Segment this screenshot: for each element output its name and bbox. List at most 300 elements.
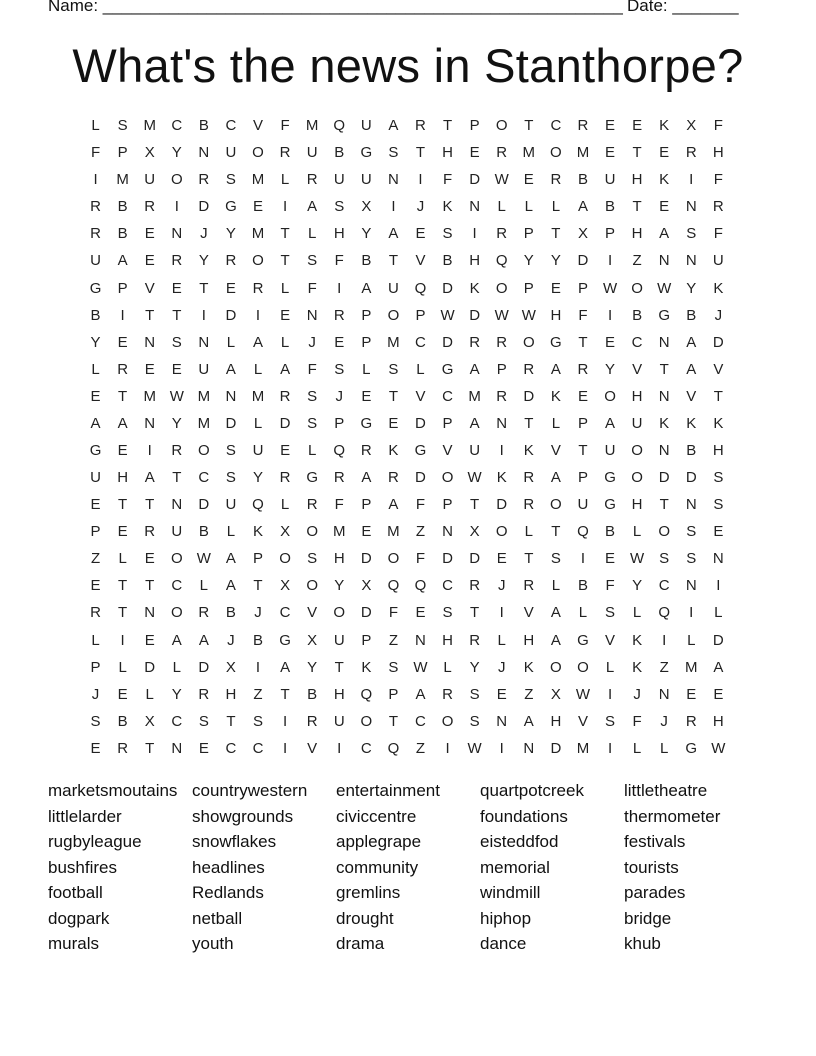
- grid-letter[interactable]: E: [713, 685, 724, 703]
- grid-letter[interactable]: N: [144, 604, 156, 622]
- grid-letter[interactable]: C: [631, 333, 643, 351]
- grid-letter[interactable]: L: [605, 658, 615, 676]
- grid-letter[interactable]: U: [333, 712, 345, 730]
- grid-letter[interactable]: L: [524, 523, 533, 541]
- grid-letter[interactable]: L: [632, 523, 642, 541]
- grid-letter[interactable]: H: [631, 225, 643, 243]
- grid-letter[interactable]: I: [499, 739, 504, 757]
- grid-letter[interactable]: O: [631, 441, 643, 459]
- grid-letter[interactable]: M: [251, 225, 265, 243]
- grid-letter[interactable]: S: [686, 523, 697, 541]
- grid-letter[interactable]: N: [685, 496, 697, 514]
- grid-letter[interactable]: R: [360, 441, 372, 459]
- grid-letter[interactable]: U: [252, 441, 264, 459]
- grid-letter[interactable]: S: [713, 496, 724, 514]
- grid-letter[interactable]: L: [660, 739, 669, 757]
- grid-letter[interactable]: I: [337, 279, 342, 297]
- grid-letter[interactable]: G: [550, 333, 562, 351]
- grid-letter[interactable]: X: [550, 685, 561, 703]
- grid-letter[interactable]: B: [117, 712, 128, 730]
- word-search-grid[interactable]: [82, 112, 732, 762]
- grid-letter[interactable]: F: [307, 279, 317, 297]
- grid-letter[interactable]: A: [469, 414, 480, 432]
- grid-letter[interactable]: R: [415, 117, 426, 135]
- grid-letter[interactable]: I: [201, 306, 206, 324]
- grid-letter[interactable]: Y: [171, 144, 182, 162]
- grid-letter[interactable]: A: [198, 631, 209, 649]
- grid-letter[interactable]: N: [658, 685, 670, 703]
- grid-letter[interactable]: L: [632, 739, 642, 757]
- grid-letter[interactable]: T: [524, 414, 534, 432]
- grid-letter[interactable]: D: [550, 739, 562, 757]
- grid-letter[interactable]: E: [523, 171, 534, 189]
- grid-letter[interactable]: H: [712, 441, 724, 459]
- grid-letter[interactable]: T: [578, 333, 588, 351]
- grid-letter[interactable]: E: [605, 117, 616, 135]
- grid-letter[interactable]: C: [171, 117, 183, 135]
- grid-letter[interactable]: E: [605, 144, 616, 162]
- grid-letter[interactable]: N: [387, 171, 399, 189]
- grid-letter[interactable]: G: [685, 739, 698, 757]
- grid-letter[interactable]: B: [577, 577, 588, 595]
- grid-letter[interactable]: V: [605, 631, 616, 649]
- grid-letter[interactable]: W: [602, 279, 618, 297]
- grid-letter[interactable]: A: [307, 198, 318, 216]
- grid-letter[interactable]: I: [580, 550, 586, 568]
- grid-letter[interactable]: Y: [686, 279, 697, 297]
- grid-letter[interactable]: H: [523, 631, 535, 649]
- grid-letter[interactable]: F: [605, 577, 615, 595]
- grid-letter[interactable]: T: [145, 306, 155, 324]
- grid-letter[interactable]: T: [280, 685, 290, 703]
- grid-letter[interactable]: T: [632, 198, 642, 216]
- grid-letter[interactable]: O: [658, 523, 671, 541]
- grid-letter[interactable]: R: [198, 685, 210, 703]
- grid-letter[interactable]: E: [117, 333, 128, 351]
- grid-letter[interactable]: E: [144, 550, 155, 568]
- grid-letter[interactable]: U: [198, 360, 210, 378]
- grid-letter[interactable]: M: [522, 144, 536, 162]
- grid-letter[interactable]: H: [333, 685, 345, 703]
- grid-letter[interactable]: Q: [577, 523, 589, 541]
- grid-letter[interactable]: V: [713, 360, 724, 378]
- grid-letter[interactable]: S: [659, 550, 670, 568]
- grid-letter[interactable]: F: [334, 252, 344, 270]
- grid-letter[interactable]: D: [225, 306, 237, 324]
- grid-letter[interactable]: U: [171, 523, 183, 541]
- grid-letter[interactable]: X: [225, 658, 236, 676]
- grid-letter[interactable]: O: [495, 523, 508, 541]
- grid-letter[interactable]: E: [388, 414, 399, 432]
- grid-letter[interactable]: M: [468, 387, 481, 405]
- grid-letter[interactable]: O: [198, 441, 210, 459]
- grid-letter[interactable]: N: [171, 739, 183, 757]
- grid-letter[interactable]: P: [605, 225, 616, 243]
- grid-letter[interactable]: I: [93, 171, 98, 189]
- grid-letter[interactable]: B: [198, 117, 209, 135]
- grid-letter[interactable]: T: [388, 712, 398, 730]
- grid-letter[interactable]: C: [252, 739, 264, 757]
- grid-letter[interactable]: R: [550, 171, 562, 189]
- grid-letter[interactable]: D: [469, 550, 481, 568]
- grid-letter[interactable]: L: [551, 198, 561, 216]
- grid-letter[interactable]: E: [632, 117, 643, 135]
- grid-letter[interactable]: A: [686, 333, 697, 351]
- grid-letter[interactable]: F: [334, 496, 344, 514]
- grid-letter[interactable]: T: [659, 496, 669, 514]
- grid-letter[interactable]: F: [307, 360, 317, 378]
- grid-letter[interactable]: P: [334, 414, 345, 432]
- grid-letter[interactable]: B: [225, 604, 236, 622]
- grid-letter[interactable]: I: [689, 604, 694, 622]
- grid-letter[interactable]: X: [686, 117, 697, 135]
- grid-letter[interactable]: A: [280, 360, 291, 378]
- grid-letter[interactable]: C: [225, 739, 237, 757]
- grid-letter[interactable]: H: [442, 631, 453, 649]
- grid-letter[interactable]: S: [198, 712, 209, 730]
- grid-letter[interactable]: T: [659, 360, 669, 378]
- grid-letter[interactable]: H: [712, 712, 724, 730]
- grid-letter[interactable]: S: [686, 225, 697, 243]
- grid-letter[interactable]: A: [550, 360, 561, 378]
- grid-letter[interactable]: B: [577, 171, 588, 189]
- grid-letter[interactable]: E: [496, 685, 507, 703]
- grid-letter[interactable]: D: [469, 171, 481, 189]
- grid-letter[interactable]: R: [469, 577, 481, 595]
- grid-letter[interactable]: R: [171, 441, 183, 459]
- grid-letter[interactable]: E: [469, 144, 480, 162]
- grid-letter[interactable]: Q: [333, 441, 346, 459]
- grid-letter[interactable]: Z: [388, 631, 398, 649]
- grid-letter[interactable]: B: [632, 306, 643, 324]
- grid-letter[interactable]: A: [550, 469, 561, 487]
- grid-letter[interactable]: R: [198, 604, 210, 622]
- grid-letter[interactable]: P: [117, 144, 128, 162]
- grid-letter[interactable]: R: [252, 279, 264, 297]
- grid-letter[interactable]: I: [418, 171, 423, 189]
- grid-letter[interactable]: V: [577, 712, 588, 730]
- grid-letter[interactable]: Y: [198, 252, 209, 270]
- grid-letter[interactable]: C: [442, 577, 453, 595]
- grid-letter[interactable]: B: [442, 252, 453, 270]
- grid-letter[interactable]: T: [172, 306, 182, 324]
- grid-letter[interactable]: Q: [495, 252, 508, 270]
- grid-letter[interactable]: H: [631, 387, 643, 405]
- grid-letter[interactable]: R: [685, 144, 697, 162]
- grid-letter[interactable]: S: [225, 171, 236, 189]
- grid-letter[interactable]: L: [118, 658, 127, 676]
- grid-letter[interactable]: R: [712, 198, 724, 216]
- grid-letter[interactable]: A: [577, 198, 588, 216]
- grid-letter[interactable]: I: [607, 685, 613, 703]
- grid-letter[interactable]: L: [551, 577, 561, 595]
- grid-letter[interactable]: T: [145, 496, 155, 514]
- grid-letter[interactable]: S: [469, 685, 480, 703]
- grid-letter[interactable]: J: [497, 658, 506, 676]
- grid-letter[interactable]: T: [713, 387, 723, 405]
- grid-letter[interactable]: S: [713, 469, 724, 487]
- grid-letter[interactable]: U: [577, 496, 589, 514]
- grid-letter[interactable]: H: [333, 225, 345, 243]
- grid-letter[interactable]: I: [607, 306, 613, 324]
- grid-letter[interactable]: E: [144, 252, 155, 270]
- grid-letter[interactable]: L: [687, 631, 696, 649]
- grid-letter[interactable]: T: [145, 739, 155, 757]
- grid-letter[interactable]: E: [713, 523, 724, 541]
- grid-letter[interactable]: C: [415, 712, 426, 730]
- grid-letter[interactable]: D: [442, 333, 453, 351]
- grid-letter[interactable]: Y: [605, 360, 616, 378]
- grid-letter[interactable]: I: [283, 198, 288, 216]
- grid-letter[interactable]: S: [117, 117, 128, 135]
- grid-letter[interactable]: U: [225, 144, 237, 162]
- grid-letter[interactable]: B: [117, 198, 128, 216]
- grid-letter[interactable]: F: [90, 144, 101, 162]
- grid-letter[interactable]: F: [415, 550, 426, 568]
- grid-letter[interactable]: R: [333, 306, 345, 324]
- grid-letter[interactable]: I: [689, 171, 694, 189]
- grid-letter[interactable]: Q: [387, 739, 400, 757]
- grid-letter[interactable]: P: [415, 306, 426, 324]
- grid-letter[interactable]: J: [308, 333, 316, 351]
- grid-letter[interactable]: M: [305, 117, 319, 135]
- grid-letter[interactable]: E: [117, 685, 128, 703]
- grid-letter[interactable]: P: [523, 279, 534, 297]
- grid-letter[interactable]: P: [577, 469, 588, 487]
- grid-letter[interactable]: G: [604, 469, 616, 487]
- grid-letter[interactable]: C: [171, 577, 183, 595]
- grid-letter[interactable]: R: [306, 496, 318, 514]
- grid-letter[interactable]: N: [712, 550, 724, 568]
- grid-letter[interactable]: E: [280, 306, 291, 324]
- grid-letter[interactable]: O: [170, 550, 183, 568]
- grid-letter[interactable]: T: [253, 577, 263, 595]
- grid-letter[interactable]: O: [441, 469, 454, 487]
- grid-letter[interactable]: Z: [253, 685, 263, 703]
- grid-letter[interactable]: O: [387, 306, 400, 324]
- grid-letter[interactable]: P: [90, 523, 101, 541]
- grid-letter[interactable]: S: [686, 550, 697, 568]
- grid-letter[interactable]: R: [90, 604, 101, 622]
- grid-letter[interactable]: B: [605, 523, 616, 541]
- grid-letter[interactable]: K: [361, 658, 372, 676]
- grid-letter[interactable]: S: [225, 441, 236, 459]
- grid-letter[interactable]: X: [144, 144, 155, 162]
- grid-letter[interactable]: N: [685, 577, 697, 595]
- grid-letter[interactable]: A: [280, 658, 291, 676]
- grid-letter[interactable]: A: [388, 225, 399, 243]
- grid-letter[interactable]: V: [632, 360, 643, 378]
- grid-letter[interactable]: D: [415, 469, 426, 487]
- grid-letter[interactable]: W: [440, 306, 455, 324]
- grid-letter[interactable]: Q: [414, 577, 427, 595]
- grid-letter[interactable]: E: [198, 739, 209, 757]
- grid-letter[interactable]: S: [307, 414, 318, 432]
- grid-letter[interactable]: U: [144, 171, 156, 189]
- grid-letter[interactable]: P: [442, 496, 453, 514]
- grid-letter[interactable]: D: [712, 333, 724, 351]
- grid-letter[interactable]: L: [497, 631, 506, 649]
- grid-letter[interactable]: I: [255, 658, 261, 676]
- grid-letter[interactable]: S: [605, 712, 616, 730]
- grid-letter[interactable]: G: [225, 198, 237, 216]
- grid-letter[interactable]: L: [362, 360, 371, 378]
- grid-letter[interactable]: B: [198, 523, 209, 541]
- grid-letter[interactable]: E: [253, 198, 264, 216]
- grid-letter[interactable]: V: [523, 604, 534, 622]
- grid-letter[interactable]: I: [120, 631, 125, 649]
- grid-letter[interactable]: O: [360, 712, 373, 730]
- grid-letter[interactable]: L: [91, 631, 100, 649]
- grid-letter[interactable]: U: [469, 441, 481, 459]
- grid-letter[interactable]: O: [495, 279, 508, 297]
- grid-letter[interactable]: W: [196, 550, 211, 568]
- grid-letter[interactable]: E: [171, 360, 182, 378]
- grid-letter[interactable]: W: [413, 658, 428, 676]
- grid-letter[interactable]: M: [576, 144, 590, 162]
- grid-letter[interactable]: G: [279, 631, 291, 649]
- grid-letter[interactable]: J: [227, 631, 235, 649]
- grid-letter[interactable]: I: [472, 225, 477, 243]
- grid-letter[interactable]: D: [144, 658, 156, 676]
- grid-letter[interactable]: Y: [225, 225, 236, 243]
- grid-letter[interactable]: I: [607, 739, 613, 757]
- grid-letter[interactable]: G: [441, 360, 454, 378]
- grid-letter[interactable]: C: [279, 604, 291, 622]
- grid-letter[interactable]: I: [391, 198, 396, 216]
- grid-letter[interactable]: U: [333, 631, 345, 649]
- grid-letter[interactable]: O: [441, 712, 454, 730]
- grid-letter[interactable]: U: [360, 171, 372, 189]
- grid-letter[interactable]: W: [467, 469, 482, 487]
- grid-letter[interactable]: L: [632, 604, 642, 622]
- grid-letter[interactable]: T: [632, 144, 642, 162]
- grid-letter[interactable]: L: [199, 577, 209, 595]
- grid-letter[interactable]: M: [143, 117, 156, 135]
- grid-letter[interactable]: P: [90, 658, 101, 676]
- grid-letter[interactable]: R: [577, 360, 589, 378]
- grid-letter[interactable]: V: [307, 604, 318, 622]
- grid-letter[interactable]: H: [712, 144, 724, 162]
- grid-letter[interactable]: E: [171, 279, 182, 297]
- grid-letter[interactable]: N: [442, 523, 453, 541]
- grid-letter[interactable]: R: [198, 171, 210, 189]
- grid-letter[interactable]: Y: [334, 577, 345, 595]
- grid-letter[interactable]: F: [415, 496, 426, 514]
- grid-letter[interactable]: N: [658, 252, 670, 270]
- grid-letter[interactable]: E: [361, 523, 372, 541]
- grid-letter[interactable]: G: [414, 441, 427, 459]
- grid-letter[interactable]: M: [251, 387, 265, 405]
- grid-letter[interactable]: H: [631, 496, 643, 514]
- grid-letter[interactable]: H: [631, 171, 643, 189]
- date-field-label[interactable]: Date: _______: [627, 0, 739, 15]
- grid-letter[interactable]: N: [658, 441, 670, 459]
- grid-letter[interactable]: Z: [659, 658, 669, 676]
- grid-letter[interactable]: J: [416, 198, 425, 216]
- grid-letter[interactable]: E: [605, 550, 616, 568]
- grid-letter[interactable]: L: [145, 685, 154, 703]
- grid-letter[interactable]: T: [578, 441, 588, 459]
- grid-letter[interactable]: K: [388, 441, 399, 459]
- grid-letter[interactable]: V: [253, 117, 264, 135]
- grid-letter[interactable]: T: [470, 496, 480, 514]
- grid-letter[interactable]: O: [279, 550, 291, 568]
- grid-letter[interactable]: Y: [171, 414, 182, 432]
- grid-letter[interactable]: R: [496, 333, 508, 351]
- grid-letter[interactable]: W: [169, 387, 184, 405]
- grid-letter[interactable]: A: [171, 631, 182, 649]
- grid-letter[interactable]: B: [334, 144, 345, 162]
- grid-letter[interactable]: L: [118, 550, 127, 568]
- grid-letter[interactable]: Y: [632, 577, 643, 595]
- grid-letter[interactable]: N: [658, 333, 670, 351]
- grid-letter[interactable]: L: [307, 441, 317, 459]
- grid-letter[interactable]: Z: [524, 685, 534, 703]
- grid-letter[interactable]: M: [387, 523, 400, 541]
- grid-letter[interactable]: W: [494, 171, 509, 189]
- grid-letter[interactable]: Y: [90, 333, 101, 351]
- grid-letter[interactable]: D: [360, 550, 372, 568]
- grid-letter[interactable]: E: [117, 441, 128, 459]
- grid-letter[interactable]: P: [577, 414, 588, 432]
- grid-letter[interactable]: K: [523, 658, 534, 676]
- grid-letter[interactable]: Z: [415, 739, 426, 757]
- grid-letter[interactable]: Z: [632, 252, 642, 270]
- grid-letter[interactable]: R: [117, 739, 129, 757]
- grid-letter[interactable]: Y: [469, 658, 480, 676]
- grid-letter[interactable]: N: [144, 333, 156, 351]
- grid-letter[interactable]: T: [226, 712, 236, 730]
- grid-letter[interactable]: K: [632, 631, 643, 649]
- grid-letter[interactable]: I: [283, 739, 288, 757]
- grid-letter[interactable]: I: [337, 739, 342, 757]
- grid-letter[interactable]: I: [607, 252, 613, 270]
- grid-letter[interactable]: B: [117, 225, 128, 243]
- grid-letter[interactable]: E: [117, 523, 128, 541]
- grid-letter[interactable]: Y: [307, 658, 318, 676]
- grid-letter[interactable]: S: [388, 658, 399, 676]
- grid-letter[interactable]: A: [415, 685, 426, 703]
- grid-letter[interactable]: R: [469, 631, 481, 649]
- grid-letter[interactable]: S: [442, 225, 453, 243]
- grid-letter[interactable]: V: [686, 387, 697, 405]
- grid-letter[interactable]: R: [442, 685, 453, 703]
- grid-letter[interactable]: C: [360, 739, 372, 757]
- grid-letter[interactable]: L: [172, 658, 181, 676]
- grid-letter[interactable]: R: [90, 225, 101, 243]
- grid-letter[interactable]: N: [144, 414, 156, 432]
- grid-letter[interactable]: O: [550, 144, 562, 162]
- grid-letter[interactable]: M: [116, 171, 129, 189]
- grid-letter[interactable]: Q: [360, 685, 373, 703]
- grid-letter[interactable]: E: [144, 631, 155, 649]
- grid-letter[interactable]: K: [659, 171, 670, 189]
- grid-letter[interactable]: A: [469, 360, 480, 378]
- grid-letter[interactable]: A: [225, 577, 236, 595]
- grid-letter[interactable]: O: [522, 333, 535, 351]
- grid-letter[interactable]: R: [496, 387, 508, 405]
- grid-letter[interactable]: T: [388, 387, 398, 405]
- grid-letter[interactable]: R: [279, 387, 291, 405]
- grid-letter[interactable]: Z: [415, 523, 426, 541]
- grid-letter[interactable]: T: [118, 387, 128, 405]
- grid-letter[interactable]: K: [659, 414, 670, 432]
- grid-letter[interactable]: R: [496, 144, 508, 162]
- grid-letter[interactable]: Y: [523, 252, 534, 270]
- grid-letter[interactable]: N: [415, 631, 426, 649]
- grid-letter[interactable]: Q: [333, 117, 346, 135]
